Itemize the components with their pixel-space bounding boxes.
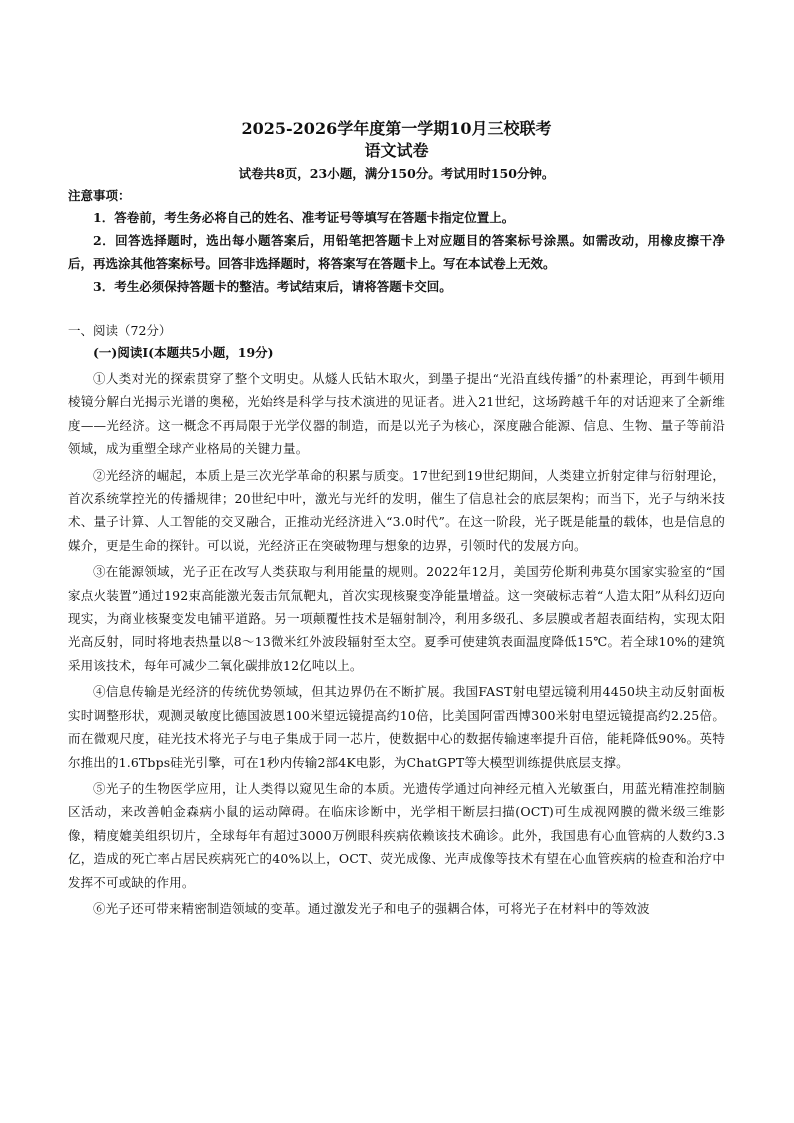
exam-info: 试卷共8页，23小题，满分150分。考试用时150分钟。 xyxy=(238,166,555,181)
paragraph-2: ②光经济的崛起，本质上是三次光学革命的积累与质变。17世纪到19世纪期间，人类建立折射定律与衍射理论，首次系统掌控光的传播规律；20世纪中叶，激光与光纤的发明，催生了信息社会的底层架构；而当下，光子与纳米技术、量子计算、人工智能的交叉融合，正推动光经济进入“3.0时代”。在这一阶段，光子既是能量的载体，也是信息的媒介，更是生命的探针。可以说，光经济正在突破物理与想象的边界，引领时代的发展方向。 xyxy=(68,467,725,553)
note-item-2: 2．回答选择题时，选出每小题答案后，用铅笔把答题卡上对应题目的答案标号涂黑。如需改动，用橡皮擦干净后，再选涂其他答案标号。回答非选择题时，将答案写在答题卡上。写在本试卷上无效。 xyxy=(68,233,725,271)
notes-heading: 注意事项： xyxy=(68,188,131,203)
paragraph-4: ④信息传输是光经济的传统优势领域，但其边界仍在不断扩展。我国FAST射电望远镜利用4450块主动反射面板实时调整形状，观测灵敏度比德国波恩100米望远镜提高约10倍，比美国阿雷西博300米射电望远镜提高约2.25倍。而在微观尺度，硅光技术将光子与电子集成于同一芯片，使数据中心的数据传输速率提升百倍，能耗降低90%。英特尔推出的1.6Tbps硅光引擎，可在1秒内传输2部4K电影，为ChatGPT等大模型训练提供底层支撑。 xyxy=(68,684,725,770)
paragraph-1: ①人类对光的探索贯穿了整个文明史。从燧人氏钻木取火，到墨子提出“光沿直线传播”的朴素理论，再到牛顿用棱镜分解白光揭示光谱的奥秘，光始终是科学与技术演进的见证者。进入21世纪，这场跨越千年的对话迎来了全新维度——光经济。这一概念不再局限于光学仪器的制造，而是以光子为核心，深度融合能源、信息、生物、量子等前沿领域，成为重塑全球产业格局的关键力量。 xyxy=(68,371,725,457)
note-item-1: 1．答卷前，考生务必将自己的姓名、准考证号等填写在答题卡指定位置上。 xyxy=(93,210,515,225)
reading-subheading: (一)阅读Ⅰ(本题共5小题，19分) xyxy=(93,345,274,360)
exam-title: 2025-2026学年度第一学期10月三校联考 xyxy=(241,119,552,138)
exam-subject: 语文试卷 xyxy=(364,141,429,160)
note-item-3: 3．考生必须保持答题卡的整洁。考试结束后，请将答题卡交回。 xyxy=(93,279,452,294)
exam-page xyxy=(68,118,725,920)
paragraph-5: ⑤光子的生物医学应用，让人类得以窥见生命的本质。光遗传学通过向神经元植入光敏蛋白，用蓝光精准控制脑区活动，来改善帕金森病小鼠的运动障碍。在临床诊断中，光学相干断层扫描(OCT)可生成视网膜的微米级三维影像，精度媲美组织切片，全球每年有超过3000万例眼科疾病依赖该技术确诊。此外，我国患有心血管病的人数约3.3亿，造成的死亡率占居民疾病死亡的40%以上，OCT、荧光成像、光声成像等技术有望在心血管疾病的检查和治疗中发挥不可或缺的作用。 xyxy=(68,780,725,890)
paragraph-6: ⑥光子还可带来精密制造领域的变革。通过激发光子和电子的强耦合体，可将光子在材料中的等效波 xyxy=(93,900,650,916)
section-heading: 一、阅读（72分） xyxy=(68,323,172,338)
paragraph-3: ③在能源领域，光子正在改写人类获取与利用能量的规则。2022年12月，美国劳伦斯利弗莫尔国家实验室的“国家点火装置”通过192束高能激光轰击氘氚靶丸，首次实现核聚变净能量增益。这一突破标志着“人造太阳”从科幻迈向现实，为商业核聚变发电铺平道路。另一项颠覆性技术是辐射制冷，利用多级孔、多层膜或者超表面结构，实现太阳光高反射，同时将地表热量以8～13微米红外波段辐射至太空。夏季可使建筑表面温度降低15℃。若全球10%的建筑采用该技术，每年可减少二氧化碳排放12亿吨以上。 xyxy=(68,564,725,673)
